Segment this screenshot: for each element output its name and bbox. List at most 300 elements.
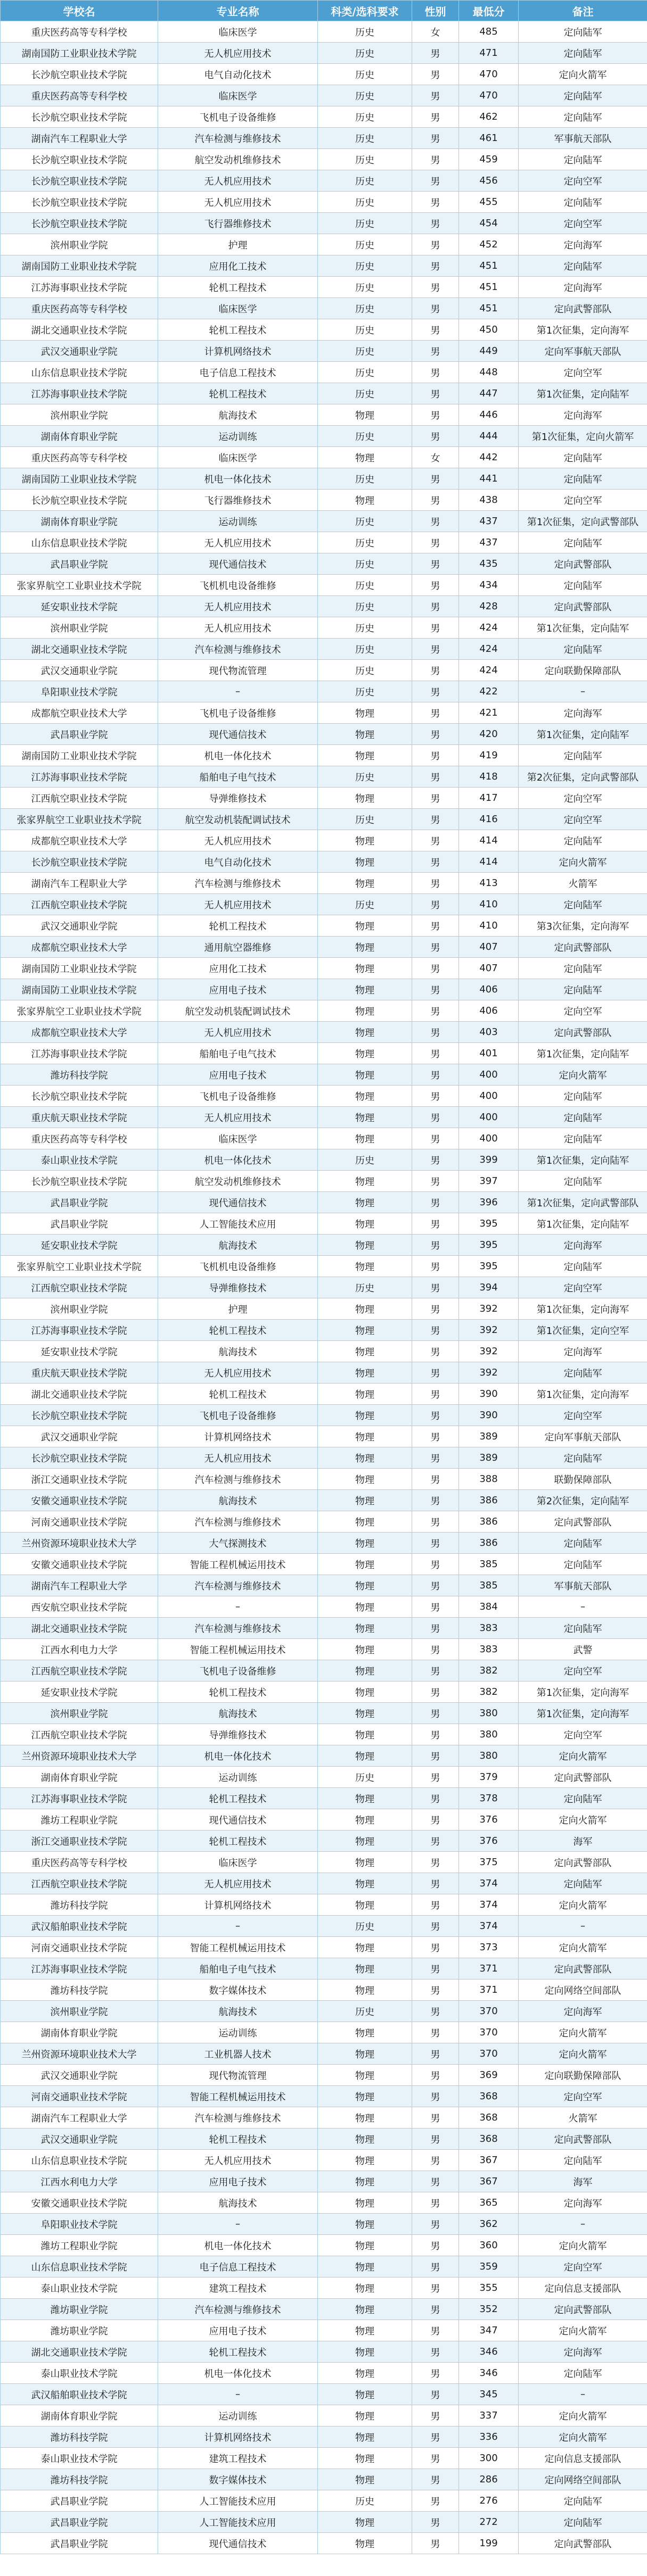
cell-major: 现代物流管理 (158, 660, 318, 681)
table-row (1, 1426, 647, 1447)
cell-min-score: 413 (459, 873, 519, 894)
cell-gender: 男 (412, 1788, 459, 1809)
cell-gender: 男 (412, 1745, 459, 1767)
cell-gender: 男 (412, 1384, 459, 1405)
cell-remark: 第1次征集，定向陆军 (519, 617, 647, 639)
cell-subject: 物理 (318, 1937, 412, 1958)
cell-major: 机电一体化技术 (158, 745, 318, 766)
cell-gender: 男 (412, 1894, 459, 1916)
cell-remark: 定向火箭军 (519, 2320, 647, 2341)
cell-school: 潍坊职业学院 (1, 2299, 158, 2320)
cell-gender: 男 (412, 1447, 459, 1469)
cell-gender: 男 (412, 894, 459, 915)
cell-subject: 历史 (318, 362, 412, 383)
cell-school: 滨州职业学院 (1, 1298, 158, 1320)
table-row (1, 1256, 647, 1277)
cell-school: 武昌职业学院 (1, 724, 158, 745)
cell-remark: 定向空军 (519, 2086, 647, 2107)
cell-remark: 定向武警部队 (519, 1511, 647, 1533)
cell-remark: 第3次征集，定向海军 (519, 915, 647, 937)
cell-subject: 历史 (318, 660, 412, 681)
cell-major: 临床医学 (158, 1852, 318, 1873)
cell-gender: 男 (412, 1809, 459, 1830)
cell-school: 武汉交通职业学院 (1, 341, 158, 362)
cell-gender: 男 (412, 2128, 459, 2150)
cell-remark: 定向陆军 (519, 447, 647, 468)
table-row (1, 1639, 647, 1660)
cell-gender: 男 (412, 1086, 459, 1107)
cell-remark: 定向陆军 (519, 255, 647, 277)
cell-major: 轮机工程技术 (158, 319, 318, 341)
cell-remark: 定向陆军 (519, 1171, 647, 1192)
cell-school: 张家界航空工业职业技术学院 (1, 809, 158, 830)
table-row (1, 788, 647, 809)
cell-major: 航空发动机装配调试技术 (158, 809, 318, 830)
cell-min-score: 369 (459, 2065, 519, 2086)
cell-min-score: 380 (459, 1703, 519, 1724)
table-row (1, 2363, 647, 2384)
table-row (1, 2277, 647, 2299)
cell-major: 汽车检测与维修技术 (158, 639, 318, 660)
cell-remark: 定向火箭军 (519, 851, 647, 873)
cell-school: 江西航空职业技术学院 (1, 1660, 158, 1682)
cell-major: 船舶电子电气技术 (158, 766, 318, 788)
cell-remark: 第1次征集，定向武警部队 (519, 1192, 647, 1213)
cell-remark: 定向联勤保障部队 (519, 2065, 647, 2086)
cell-major: – (158, 1916, 318, 1937)
cell-gender: 男 (412, 2022, 459, 2043)
cell-subject: 历史 (318, 1149, 412, 1171)
cell-subject: 物理 (318, 2320, 412, 2341)
cell-major: 轮机工程技术 (158, 1830, 318, 1852)
cell-remark: 定向火箭军 (519, 64, 647, 85)
cell-min-score: 368 (459, 2128, 519, 2150)
cell-school: 泰山职业技术学院 (1, 2363, 158, 2384)
cell-remark: 第1次征集，定向空军 (519, 1320, 647, 1341)
cell-major: 工业机器人技术 (158, 2043, 318, 2065)
cell-school: 湖南体育职业学院 (1, 2405, 158, 2426)
cell-subject: 历史 (318, 213, 412, 234)
cell-gender: 男 (412, 234, 459, 255)
cell-major: 轮机工程技术 (158, 915, 318, 937)
cell-remark: 定向火箭军 (519, 1809, 647, 1830)
cell-subject: 物理 (318, 2363, 412, 2384)
cell-major: 轮机工程技术 (158, 277, 318, 298)
cell-school: 武昌职业学院 (1, 1192, 158, 1213)
cell-gender: 男 (412, 1064, 459, 1086)
cell-major: 运动训练 (158, 511, 318, 532)
table-header-row (1, 1, 647, 21)
cell-major: 人工智能技术应用 (158, 1213, 318, 1235)
cell-gender: 男 (412, 1192, 459, 1213)
table-row (1, 255, 647, 277)
cell-subject: 物理 (318, 788, 412, 809)
cell-min-score: 407 (459, 958, 519, 979)
cell-subject: 物理 (318, 2384, 412, 2405)
cell-school: 潍坊工程职业学院 (1, 1809, 158, 1830)
cell-gender: 男 (412, 2533, 459, 2554)
table-row (1, 277, 647, 298)
cell-gender: 男 (412, 298, 459, 319)
cell-remark: 定向火箭军 (519, 2043, 647, 2065)
table-row (1, 362, 647, 383)
cell-min-score: 424 (459, 639, 519, 660)
cell-school: 张家界航空工业职业技术学院 (1, 575, 158, 596)
cell-gender: 男 (412, 1979, 459, 2001)
cell-school: 滨州职业学院 (1, 1703, 158, 1724)
cell-school: 重庆医药高等专科学校 (1, 298, 158, 319)
cell-min-score: 438 (459, 490, 519, 511)
table-row (1, 170, 647, 192)
cell-major: 飞机机电设备维修 (158, 575, 318, 596)
cell-min-score: 383 (459, 1618, 519, 1639)
cell-gender: 男 (412, 766, 459, 788)
cell-school: 江苏海事职业技术学院 (1, 1320, 158, 1341)
cell-major: 建筑工程技术 (158, 2277, 318, 2299)
table-row (1, 2043, 647, 2065)
cell-remark: 定向网络空间部队 (519, 2469, 647, 2490)
table-row (1, 1192, 647, 1213)
cell-gender: 男 (412, 2341, 459, 2363)
cell-remark: 定向火箭军 (519, 1745, 647, 1767)
cell-subject: 物理 (318, 873, 412, 894)
table-row (1, 1320, 647, 1341)
cell-school: 泰山职业技术学院 (1, 2277, 158, 2299)
cell-subject: 历史 (318, 639, 412, 660)
cell-min-score: 374 (459, 1873, 519, 1894)
cell-major: 人工智能技术应用 (158, 2490, 318, 2512)
cell-school: 武汉交通职业学院 (1, 2128, 158, 2150)
cell-gender: 男 (412, 1043, 459, 1064)
cell-school: 滨州职业学院 (1, 404, 158, 426)
cell-gender: 男 (412, 1660, 459, 1682)
cell-gender: 男 (412, 830, 459, 851)
table-row (1, 1852, 647, 1873)
cell-gender: 男 (412, 1575, 459, 1596)
cell-major: 航海技术 (158, 1235, 318, 1256)
cell-school: 延安职业技术学院 (1, 1235, 158, 1256)
cell-min-score: 447 (459, 383, 519, 404)
table-row (1, 1682, 647, 1703)
cell-subject: 物理 (318, 1618, 412, 1639)
cell-major: – (158, 2384, 318, 2405)
cell-gender: 男 (412, 255, 459, 277)
cell-remark: 定向陆军 (519, 830, 647, 851)
cell-remark: 定向陆军 (519, 1256, 647, 1277)
cell-remark: 第1次征集，定向陆军 (519, 1043, 647, 1064)
cell-gender: 男 (412, 128, 459, 149)
cell-gender: 男 (412, 1469, 459, 1490)
cell-school: 武汉交通职业学院 (1, 2065, 158, 2086)
cell-school: 武昌职业学院 (1, 553, 158, 575)
cell-remark: 定向联勤保障部队 (519, 660, 647, 681)
cell-gender: 男 (412, 851, 459, 873)
cell-min-score: 414 (459, 851, 519, 873)
cell-gender: 男 (412, 702, 459, 724)
cell-school: 长沙航空职业技术学院 (1, 1405, 158, 1426)
cell-min-score: 414 (459, 830, 519, 851)
cell-school: 湖北交通职业技术学院 (1, 1384, 158, 1405)
table-row (1, 2001, 647, 2022)
cell-major: 航海技术 (158, 2192, 318, 2214)
table-row (1, 745, 647, 766)
cell-school: 江西航空职业技术学院 (1, 894, 158, 915)
cell-min-score: 418 (459, 766, 519, 788)
table-row (1, 1171, 647, 1192)
cell-major: 计算机网络技术 (158, 1426, 318, 1447)
cell-major: 临床医学 (158, 447, 318, 468)
cell-min-score: 394 (459, 1277, 519, 1298)
cell-gender: 男 (412, 2405, 459, 2426)
cell-remark: 定向海军 (519, 2341, 647, 2363)
cell-major: 航空发动机维修技术 (158, 1171, 318, 1192)
cell-subject: 物理 (318, 1022, 412, 1043)
cell-school: 潍坊科技学院 (1, 2426, 158, 2448)
cell-gender: 男 (412, 106, 459, 128)
table-row (1, 532, 647, 553)
table-row (1, 1213, 647, 1235)
cell-major: 人工智能技术应用 (158, 2512, 318, 2533)
cell-gender: 男 (412, 1533, 459, 1554)
cell-gender: 男 (412, 1958, 459, 1979)
cell-min-score: 368 (459, 2107, 519, 2128)
cell-school: 湖南国防工业职业技术学院 (1, 979, 158, 1000)
cell-subject: 物理 (318, 1724, 412, 1745)
cell-remark: 定向陆军 (519, 639, 647, 660)
cell-gender: 男 (412, 553, 459, 575)
cell-gender: 男 (412, 873, 459, 894)
table-row (1, 1298, 647, 1320)
table-row (1, 766, 647, 788)
cell-min-score: 410 (459, 915, 519, 937)
cell-min-score: 386 (459, 1533, 519, 1554)
cell-min-score: 367 (459, 2171, 519, 2192)
cell-school: 河南交通职业技术学院 (1, 1511, 158, 1533)
cell-subject: 物理 (318, 1384, 412, 1405)
cell-subject: 物理 (318, 2512, 412, 2533)
cell-major: 汽车检测与维修技术 (158, 2299, 318, 2320)
cell-min-score: 400 (459, 1064, 519, 1086)
cell-min-score: 395 (459, 1213, 519, 1235)
cell-subject: 物理 (318, 2533, 412, 2554)
cell-subject: 物理 (318, 2235, 412, 2256)
table-row (1, 1533, 647, 1554)
cell-min-score: 400 (459, 1128, 519, 1149)
cell-min-score: 437 (459, 511, 519, 532)
cell-remark: 定向空军 (519, 788, 647, 809)
cell-school: 兰州资源环境职业技术大学 (1, 2043, 158, 2065)
cell-gender: 男 (412, 660, 459, 681)
cell-remark: 定向军事航天部队 (519, 341, 647, 362)
cell-subject: 物理 (318, 1171, 412, 1192)
cell-major: 现代通信技术 (158, 724, 318, 745)
table-row (1, 128, 647, 149)
cell-gender: 男 (412, 1405, 459, 1426)
table-row (1, 1107, 647, 1128)
cell-remark: 定向陆军 (519, 468, 647, 490)
cell-gender: 男 (412, 426, 459, 447)
cell-remark: 定向海军 (519, 2001, 647, 2022)
cell-major: 无人机应用技术 (158, 1107, 318, 1128)
cell-gender: 男 (412, 1618, 459, 1639)
table-row (1, 1767, 647, 1788)
cell-remark: 海军 (519, 2171, 647, 2192)
table-row (1, 639, 647, 660)
cell-min-score: 395 (459, 1235, 519, 1256)
cell-remark: 定向火箭军 (519, 2405, 647, 2426)
cell-major: 轮机工程技术 (158, 2341, 318, 2363)
cell-school: 重庆医药高等专科学校 (1, 1852, 158, 1873)
cell-school: 长沙航空职业技术学院 (1, 106, 158, 128)
table-row (1, 2150, 647, 2171)
cell-min-score: 380 (459, 1745, 519, 1767)
cell-min-score: 389 (459, 1447, 519, 1469)
cell-major: 运动训练 (158, 2022, 318, 2043)
cell-subject: 历史 (318, 532, 412, 553)
cell-major: 应用电子技术 (158, 979, 318, 1000)
cell-subject: 物理 (318, 1958, 412, 1979)
cell-school: 成都航空职业技术大学 (1, 1022, 158, 1043)
cell-gender: 男 (412, 2426, 459, 2448)
cell-gender: 男 (412, 915, 459, 937)
cell-remark: 定向军事航天部队 (519, 1426, 647, 1447)
cell-subject: 历史 (318, 298, 412, 319)
table-row (1, 43, 647, 64)
cell-major: 无人机应用技术 (158, 617, 318, 639)
cell-min-score: 400 (459, 1107, 519, 1128)
cell-major: 智能工程机械运用技术 (158, 1639, 318, 1660)
cell-major: 临床医学 (158, 298, 318, 319)
cell-major: 导弹维修技术 (158, 1277, 318, 1298)
cell-subject: 历史 (318, 170, 412, 192)
cell-subject: 物理 (318, 447, 412, 468)
cell-subject: 物理 (318, 1469, 412, 1490)
cell-major: 机电一体化技术 (158, 468, 318, 490)
cell-subject: 历史 (318, 575, 412, 596)
cell-subject: 物理 (318, 1043, 412, 1064)
table-row (1, 894, 647, 915)
cell-min-score: 459 (459, 149, 519, 170)
cell-subject: 物理 (318, 1873, 412, 1894)
cell-gender: 男 (412, 490, 459, 511)
cell-gender: 男 (412, 1596, 459, 1618)
table-row (1, 1809, 647, 1830)
table-row (1, 447, 647, 468)
cell-gender: 男 (412, 1022, 459, 1043)
cell-gender: 男 (412, 2043, 459, 2065)
cell-min-score: 382 (459, 1682, 519, 1703)
cell-subject: 物理 (318, 1298, 412, 1320)
table-row (1, 2022, 647, 2043)
cell-major: 无人机应用技术 (158, 532, 318, 553)
cell-subject: 物理 (318, 702, 412, 724)
cell-major: 汽车检测与维修技术 (158, 1469, 318, 1490)
cell-major: 航海技术 (158, 404, 318, 426)
cell-school: 河南交通职业技术学院 (1, 2086, 158, 2107)
cell-subject: 历史 (318, 468, 412, 490)
cell-remark: 第1次征集，定向陆军 (519, 724, 647, 745)
cell-remark: 定向海军 (519, 234, 647, 255)
cell-major: 护理 (158, 234, 318, 255)
cell-major: 应用电子技术 (158, 2171, 318, 2192)
cell-min-score: 386 (459, 1511, 519, 1533)
cell-school: 重庆航天职业技术学院 (1, 1362, 158, 1384)
cell-subject: 物理 (318, 745, 412, 766)
cell-gender: 男 (412, 2150, 459, 2171)
cell-school: 湖南汽车工程职业大学 (1, 1575, 158, 1596)
table-row (1, 1490, 647, 1511)
cell-subject: 物理 (318, 1064, 412, 1086)
cell-gender: 男 (412, 1682, 459, 1703)
cell-school: 长沙航空职业技术学院 (1, 64, 158, 85)
cell-major: 航空发动机装配调试技术 (158, 1000, 318, 1022)
cell-subject: 历史 (318, 383, 412, 404)
cell-school: 武汉船舶职业技术学院 (1, 1916, 158, 1937)
cell-school: 湖南国防工业职业技术学院 (1, 745, 158, 766)
cell-gender: 男 (412, 213, 459, 234)
cell-remark: 海军 (519, 1830, 647, 1852)
cell-gender: 男 (412, 1852, 459, 1873)
cell-subject: 物理 (318, 404, 412, 426)
cell-remark: 第1次征集，定向海军 (519, 1703, 647, 1724)
cell-school: 江苏海事职业技术学院 (1, 1958, 158, 1979)
cell-school: 潍坊科技学院 (1, 1894, 158, 1916)
cell-remark: 定向空军 (519, 170, 647, 192)
cell-major: 无人机应用技术 (158, 1447, 318, 1469)
cell-gender: 男 (412, 2512, 459, 2533)
cell-gender: 男 (412, 617, 459, 639)
table-row (1, 213, 647, 234)
cell-school: 长沙航空职业技术学院 (1, 1447, 158, 1469)
cell-major: 轮机工程技术 (158, 1320, 318, 1341)
cell-major: 飞机电子设备维修 (158, 106, 318, 128)
cell-major: – (158, 1596, 318, 1618)
cell-gender: 男 (412, 2001, 459, 2022)
cell-min-score: 368 (459, 2086, 519, 2107)
table-row (1, 1362, 647, 1384)
table-row (1, 1660, 647, 1682)
cell-remark: – (519, 1916, 647, 1937)
cell-remark: 定向火箭军 (519, 1937, 647, 1958)
cell-min-score: 399 (459, 1149, 519, 1171)
cell-min-score: 336 (459, 2426, 519, 2448)
cell-subject: 历史 (318, 64, 412, 85)
cell-min-score: 374 (459, 1916, 519, 1937)
table-row (1, 2214, 647, 2235)
cell-gender: 男 (412, 1213, 459, 1235)
cell-remark: 定向陆军 (519, 894, 647, 915)
cell-school: 张家界航空工业职业技术学院 (1, 1000, 158, 1022)
cell-remark: 定向陆军 (519, 1618, 647, 1639)
cell-remark: 定向陆军 (519, 1554, 647, 1575)
cell-gender: 男 (412, 639, 459, 660)
table-row (1, 2469, 647, 2490)
table-row (1, 85, 647, 106)
cell-remark: 定向海军 (519, 1341, 647, 1362)
cell-subject: 历史 (318, 149, 412, 170)
cell-gender: 男 (412, 319, 459, 341)
cell-school: 阜阳职业技术学院 (1, 2214, 158, 2235)
cell-min-score: 374 (459, 1894, 519, 1916)
cell-school: 武昌职业学院 (1, 2533, 158, 2554)
cell-school: 江苏海事职业技术学院 (1, 383, 158, 404)
cell-remark: 定向海军 (519, 404, 647, 426)
cell-subject: 物理 (318, 2171, 412, 2192)
cell-gender: 男 (412, 681, 459, 702)
cell-remark: 第2次征集，定向武警部队 (519, 766, 647, 788)
cell-remark: 定向信息支援部队 (519, 2277, 647, 2299)
cell-remark: 定向火箭军 (519, 1064, 647, 1086)
